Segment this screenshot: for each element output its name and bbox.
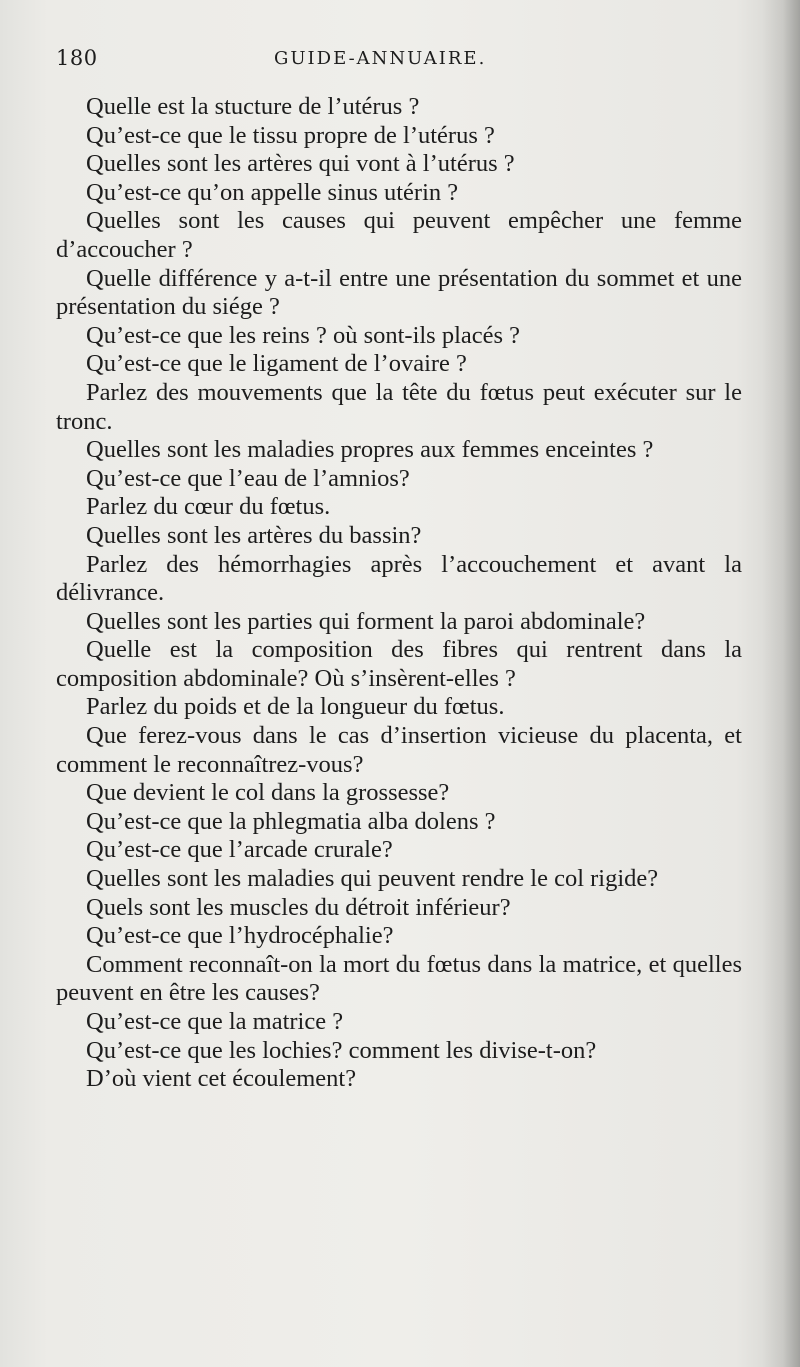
- question-paragraph: Quelles sont les maladies propres aux femmes enceintes ?: [86, 436, 654, 464]
- question-paragraph: Quelles sont les artères qui vont à l’utérus ?: [86, 150, 515, 178]
- question-paragraph: Parlez des mouvements que la tête du fœtus peut exécuter sur le tronc.: [56, 378, 742, 435]
- question-paragraph: Qu’est-ce que la phlegmatia alba dolens ?: [86, 807, 496, 835]
- page-edge-shadow: [762, 0, 800, 1367]
- question-paragraph: Quelle est la stucture de l’utérus ?: [86, 93, 420, 120]
- question-paragraph: Qu’est-ce que les reins ? où sont-ils placés ?: [86, 321, 521, 349]
- question-list: [56, 93, 742, 1094]
- question-paragraph: Parlez du cœur du fœtus.: [86, 493, 331, 521]
- question-paragraph: Qu’est-ce que l’hydrocéphalie?: [86, 922, 394, 950]
- question-paragraph: Qu’est-ce que la matrice ?: [86, 1008, 344, 1035]
- question-paragraph: Qu’est-ce qu’on appelle sinus utérin ?: [86, 178, 459, 206]
- question-paragraph: Quelles sont les maladies qui peuvent rendre le col rigide?: [86, 865, 659, 893]
- question-paragraph: Quelles sont les artères du bassin?: [86, 521, 422, 549]
- question-paragraph: Que devient le col dans la grossesse?: [86, 779, 450, 807]
- page-number: 180: [56, 46, 98, 70]
- question-paragraph: Parlez du poids et de la longueur du fœtus.: [86, 693, 505, 721]
- question-paragraph: Que ferez-vous dans le cas d’insertion vicieuse du placenta, et comment le reconnaîtrez-vous?: [56, 722, 742, 778]
- running-title: GUIDE-ANNUAIRE.: [274, 48, 487, 69]
- question-paragraph: Quelle différence y a-t-il entre une présentation du sommet et une présentation du siége ?: [56, 264, 742, 321]
- question-paragraph: D’où vient cet écoulement?: [86, 1065, 357, 1093]
- question-paragraph: Qu’est-ce que le ligament de l’ovaire ?: [86, 350, 467, 378]
- question-paragraph: Comment reconnaît-on la mort du fœtus dans la matrice, et quelles peuvent en être les causes?: [56, 950, 742, 1007]
- question-paragraph: Quels sont les muscles du détroit inférieur?: [86, 893, 511, 921]
- question-paragraph: Parlez des hémorrhagies après l’accouchement et avant la délivrance.: [56, 550, 742, 607]
- question-paragraph: Qu’est-ce que les lochies? comment les divise-t-on?: [86, 1036, 597, 1064]
- question-paragraph: Qu’est-ce que l’arcade crurale?: [86, 836, 393, 864]
- running-head: [56, 46, 746, 80]
- question-paragraph: Quelle est la composition des fibres qui rentrent dans la composition abdominale? Où s’insèrent-elles ?: [56, 636, 742, 692]
- question-paragraph: Qu’est-ce que l’eau de l’amnios?: [86, 464, 410, 492]
- question-paragraph: Quelles sont les parties qui forment la paroi abdominale?: [86, 607, 646, 635]
- question-paragraph: Quelles sont les causes qui peuvent empêcher une femme d’accoucher ?: [56, 207, 742, 263]
- question-paragraph: Qu’est-ce que le tissu propre de l’utérus ?: [86, 121, 495, 149]
